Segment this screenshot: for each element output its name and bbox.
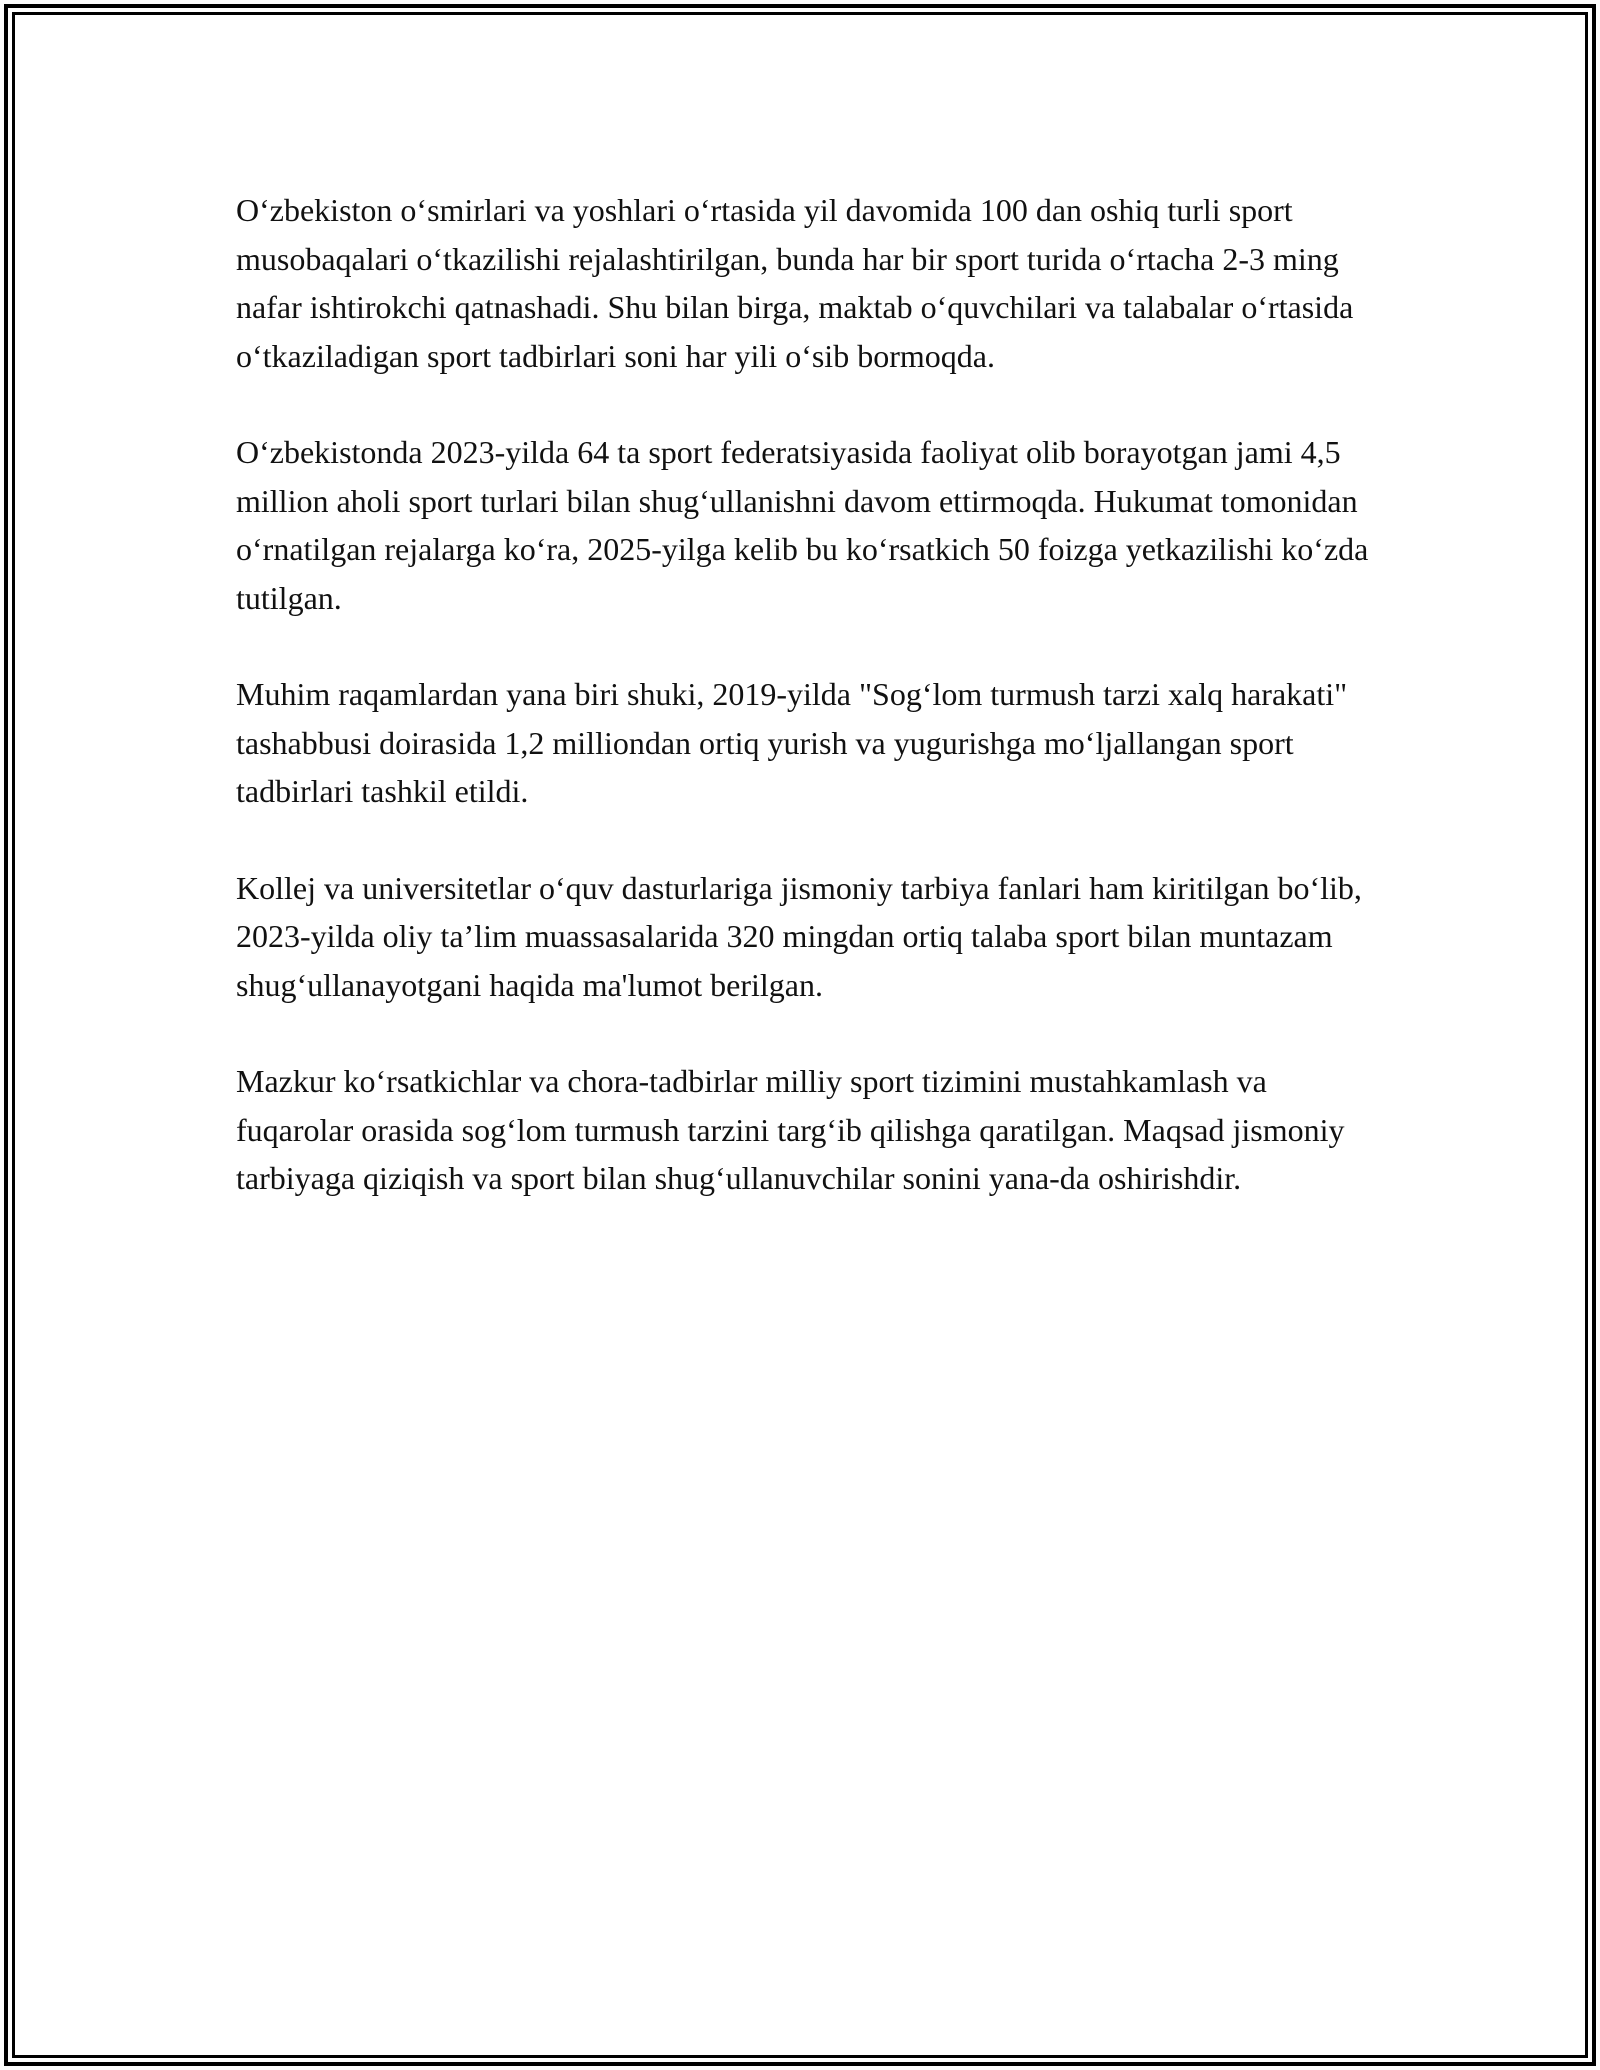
paragraph-4: Kollej va universitetlar o‘quv dasturlariga jismoniy tarbiya fanlari ham kiritilgan bo‘lib, 2023-yilda oliy ta’lim muassasalarida 320 mingdan ortiq talaba sport bilan muntazam shug‘ullanayotgani haqida ma'lumot berilgan. [236,869,1362,1003]
document-body [236,186,1386,1251]
paragraph-3: Muhim raqamlardan yana biri shuki, 2019-yilda "Sog‘lom turmush tarzi xalq harakati" tashabbusi doirasida 1,2 milliondan ortiq yurish va yugurishga mo‘ljallangan sport tadbirlari tashkil etildi. [236,676,1348,809]
paragraph-1: O‘zbekiston o‘smirlari va yoshlari o‘rtasida yil davomida 100 dan oshiq turli sport musobaqalari o‘tkazilishi rejalashtirilgan, bunda har bir sport turida o‘rtacha 2-3 ming nafar ishtirokchi qatnashadi. Shu bilan birga, maktab o‘quvchilari va talabalar o‘rtasida o‘tkaziladigan sport tadbirlari soni har yili o‘sib bormoqda. [236,192,1354,374]
paragraph-5: Mazkur ko‘rsatkichlar va chora-tadbirlar milliy sport tizimini mustahkamlash va fuqarolar orasida sog‘lom turmush tarzini targ‘ib qilishga qaratilgan. Maqsad jismoniy tarbiyaga qiziqish va sport bilan shug‘ullanuvchilar sonini yana-da oshirishdir. [236,1063,1345,1196]
paragraph-2: O‘zbekistonda 2023-yilda 64 ta sport federatsiyasida faoliyat olib borayotgan jami 4,5 million aholi sport turlari bilan shug‘ullanishni davom ettirmoqda. Hukumat tomonidan o‘rnatilgan rejalarga ko‘ra, 2025-yilga kelib bu ko‘rsatkich 50 foizga yetkazilishi ko‘zda tutilgan. [236,434,1369,616]
